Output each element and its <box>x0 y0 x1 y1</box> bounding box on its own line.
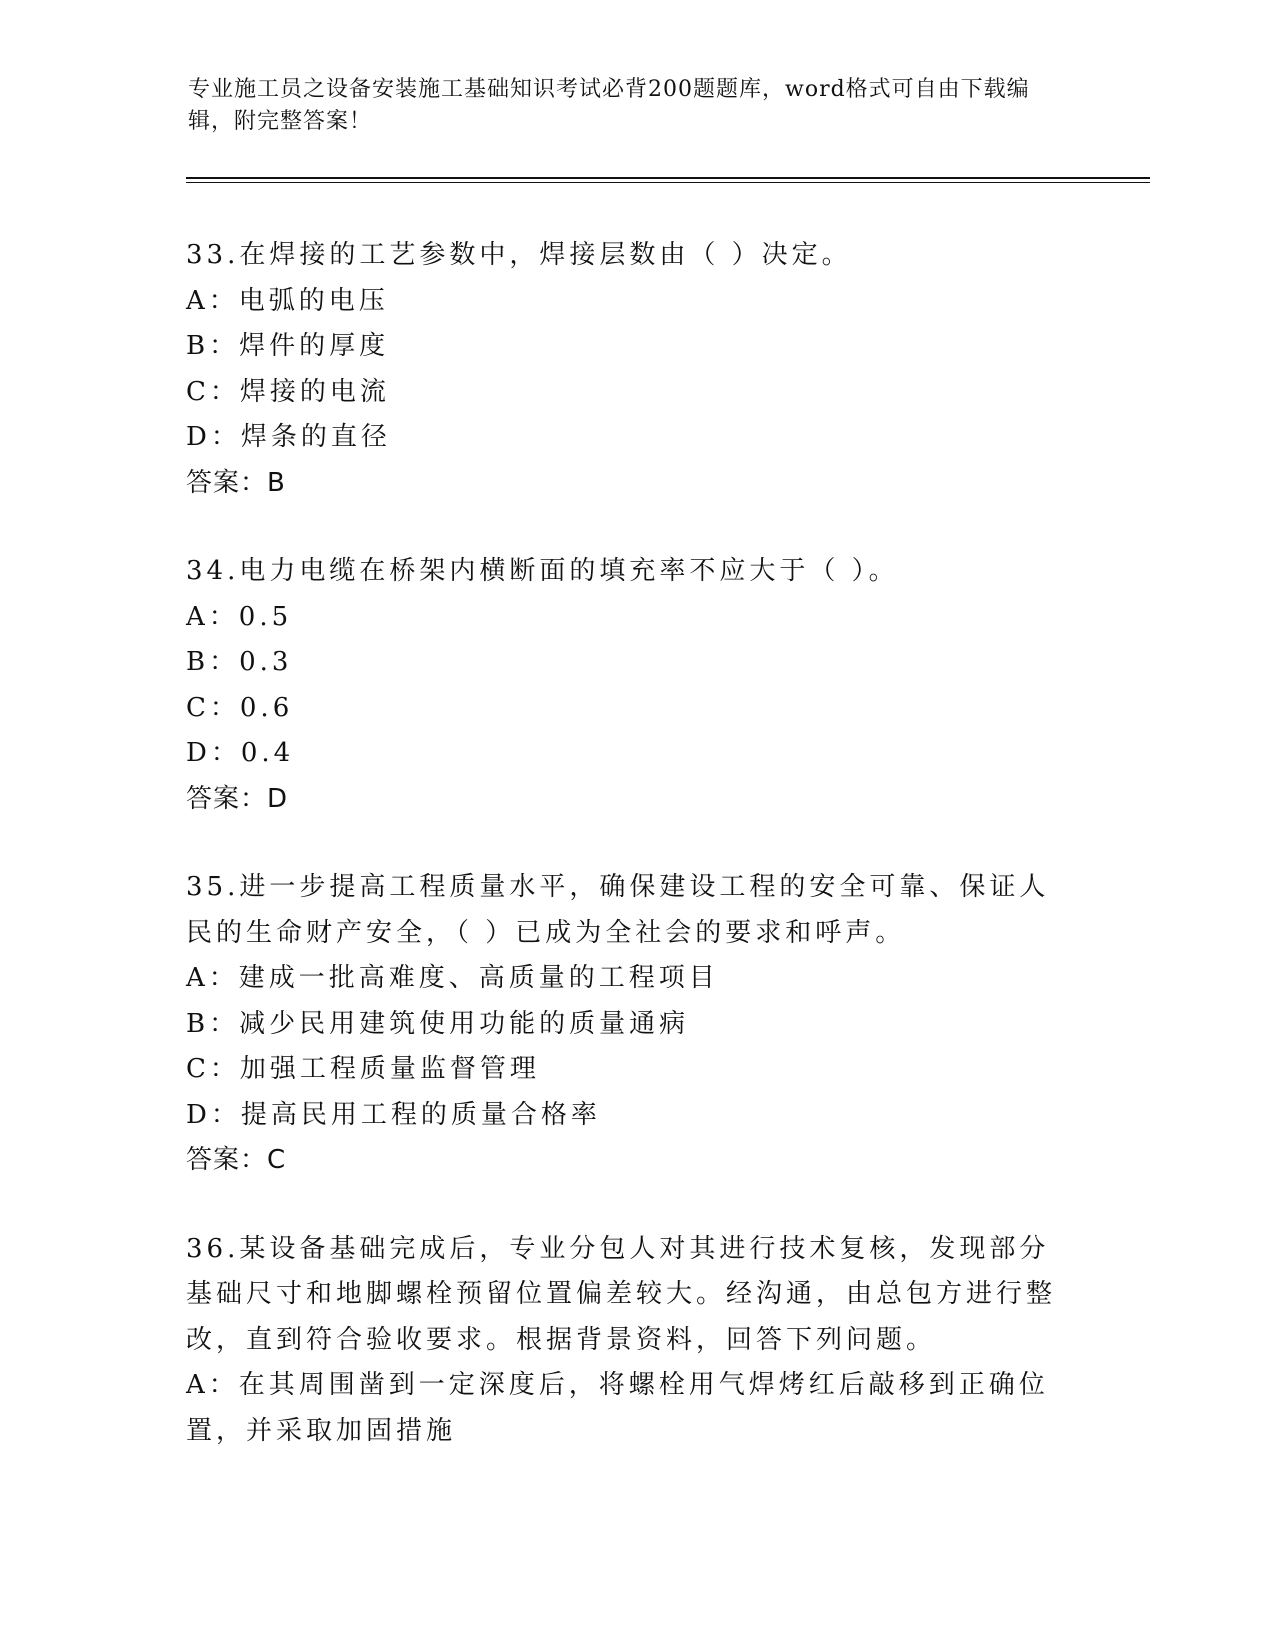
option-a: A：在其周围凿到一定深度后，将螺栓用气焊烤红后敲移到正确位置，并采取加固措施 <box>186 1370 1049 1446</box>
answer-label: 答案：C <box>186 1145 287 1175</box>
option-c: C：加强工程质量监督管理 <box>186 1054 540 1084</box>
answer-label: 答案：B <box>186 467 286 498</box>
question-list <box>186 233 1076 1497</box>
option-c: C：焊接的电流 <box>186 376 390 407</box>
question-stem: 36.某设备基础完成后，专业分包人对其进行技术复核，发现部分基础尺寸和地脚螺栓预留位置偏差较大。经沟通，由总包方进行整改，直到符合验收要求。根据背景资料，回答下列问题。 <box>186 1233 1057 1355</box>
option-b: B：0.3 <box>186 647 293 677</box>
option-d: D：提高民用工程的质量合格率 <box>186 1099 601 1130</box>
question-stem: 34.电力电缆在桥架内横断面的填充率不应大于（ ）。 <box>186 556 899 586</box>
document-header <box>188 74 1068 138</box>
option-b: B：减少民用建筑使用功能的质量通病 <box>186 1008 690 1039</box>
option-b: B：焊件的厚度 <box>186 331 390 361</box>
header-divider-thin <box>186 182 1150 183</box>
option-a: A：电弧的电压 <box>186 285 389 316</box>
question-stem: 33.在焊接的工艺参数中，焊接层数由（ ）决定。 <box>186 240 852 270</box>
header-divider-thick <box>186 177 1150 179</box>
question-35 <box>186 865 1076 1184</box>
question-33 <box>186 233 1076 506</box>
question-36 <box>186 1227 1076 1455</box>
option-d: D：焊条的直径 <box>186 422 391 452</box>
answer-label: 答案：D <box>186 783 289 814</box>
option-c: C：0.6 <box>186 692 294 723</box>
option-a: A：建成一批高难度、高质量的工程项目 <box>186 963 719 993</box>
question-stem: 35.进一步提高工程质量水平，确保建设工程的安全可靠、保证人民的生命财产安全，（ ）已成为全社会的要求和呼声。 <box>186 872 1050 948</box>
question-34 <box>186 549 1076 822</box>
option-a: A：0.5 <box>186 601 293 632</box>
option-d: D：0.4 <box>186 738 295 768</box>
document-title: 专业施工员之设备安装施工基础知识考试必背200题题库，word格式可自由下载编辑，附完整答案！ <box>188 77 1030 134</box>
